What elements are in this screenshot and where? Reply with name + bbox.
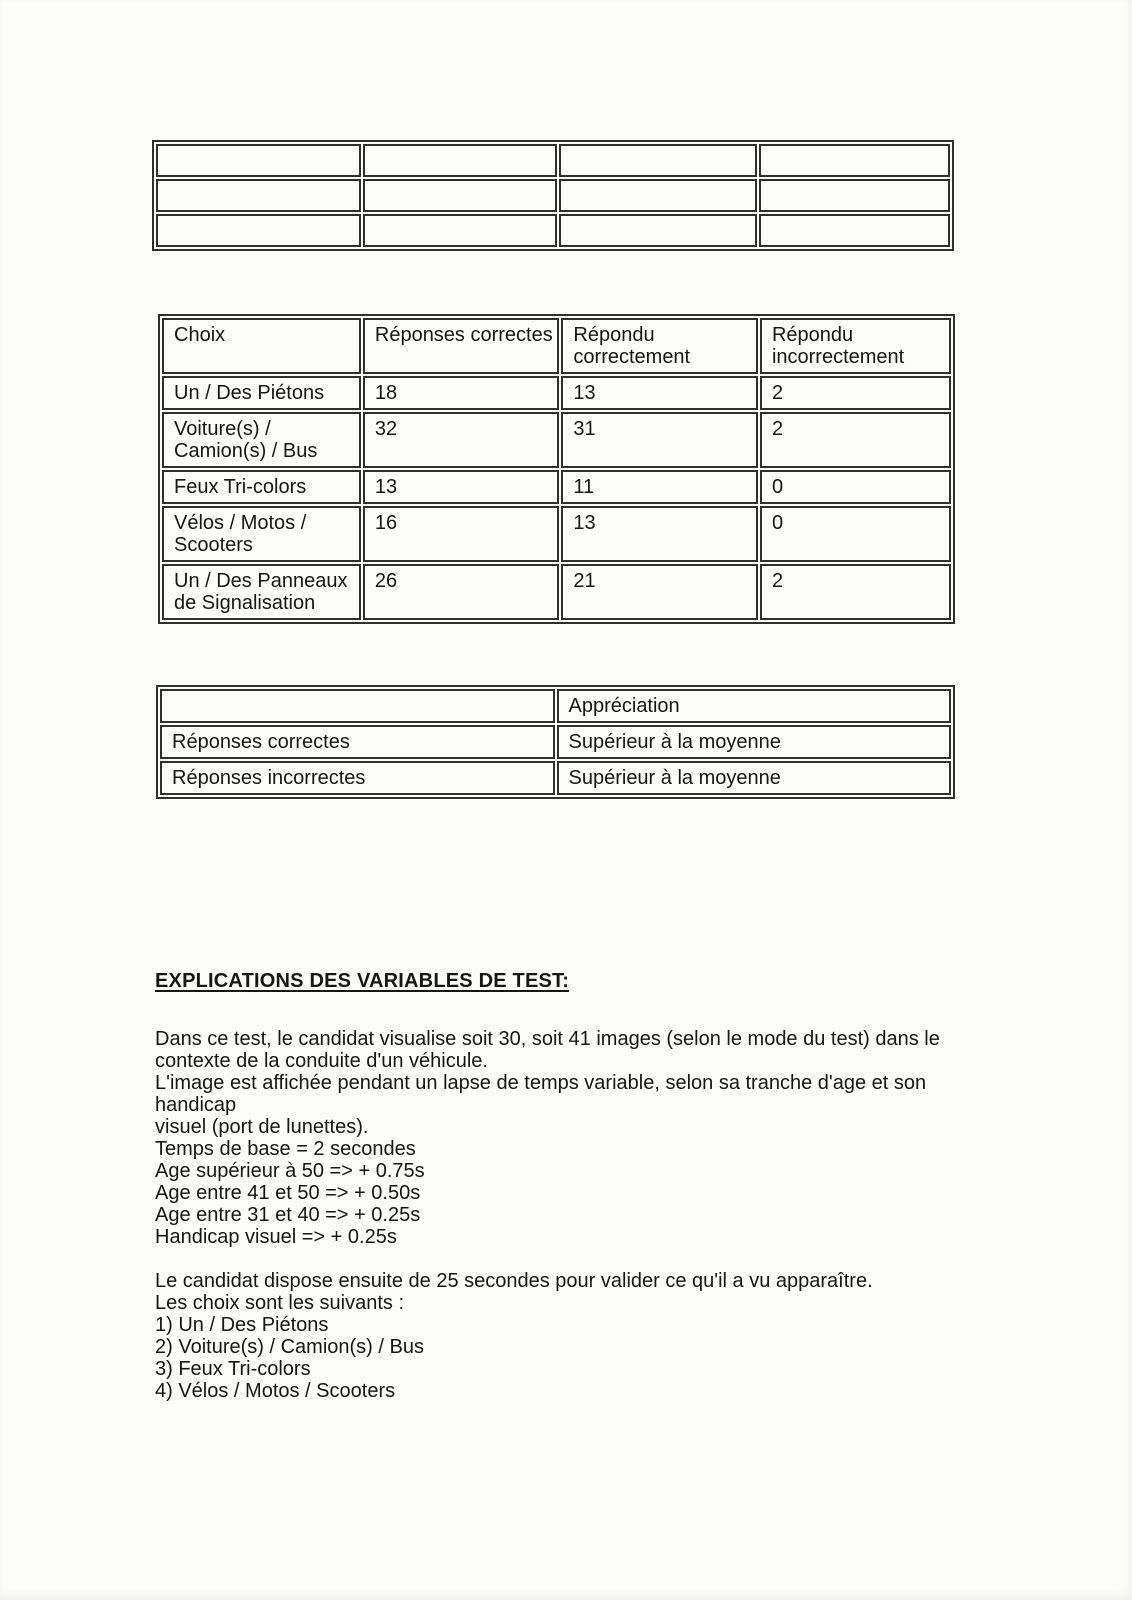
results-header-row [162, 318, 951, 374]
results-header-repondu-correctement: Répondu correctement [561, 318, 758, 374]
value-cell: 0 [760, 506, 951, 562]
results-row-pietons [162, 376, 951, 410]
choice-label: Feux Tri-colors [162, 470, 361, 504]
text-line: Le candidat dispose ensuite de 25 secondes pour valider ce qu'il a vu apparaître. [155, 1270, 873, 1292]
value-cell: 31 [561, 412, 758, 468]
appreciation-header-row [160, 689, 951, 723]
value-cell: 13 [363, 470, 560, 504]
value-cell: 21 [561, 564, 758, 620]
value-cell: 16 [363, 506, 560, 562]
text-line: Handicap visuel => + 0.25s [155, 1226, 397, 1248]
empty-table [152, 140, 954, 251]
empty-cell [363, 179, 557, 212]
value-cell: 2 [760, 376, 951, 410]
text-line: Dans ce test, le candidat visualise soit 30, soit 41 images (selon le mode du test) dans le [155, 1028, 940, 1050]
empty-cell [156, 144, 361, 177]
appreciation-table [156, 685, 955, 799]
empty-cell [559, 179, 757, 212]
text-line: L'image est affichée pendant un lapse de temps variable, selon sa tranche d'age et son handicap [155, 1072, 932, 1116]
choice-label: Voiture(s) / Camion(s) / Bus [162, 412, 361, 468]
empty-cell [363, 214, 557, 247]
appreciation-row-correctes [160, 725, 951, 759]
appreciation-value: Supérieur à la moyenne [557, 725, 952, 759]
value-cell: 13 [561, 376, 758, 410]
results-header-repondu-incorrectement: Répondu incorrectement [760, 318, 951, 374]
text-line: Age entre 31 et 40 => + 0.25s [155, 1204, 421, 1226]
value-cell: 2 [760, 564, 951, 620]
value-cell: 13 [561, 506, 758, 562]
value-cell: 11 [561, 470, 758, 504]
choice-label: Un / Des Piétons [162, 376, 361, 410]
text-line: visuel (port de lunettes). [155, 1116, 369, 1138]
appreciation-label: Réponses incorrectes [160, 761, 555, 795]
results-row-velos [162, 506, 951, 562]
empty-cell [559, 144, 757, 177]
text-line: 1) Un / Des Piétons [155, 1314, 329, 1336]
results-row-panneaux [162, 564, 951, 620]
value-cell: 32 [363, 412, 560, 468]
results-header-choix: Choix [162, 318, 361, 374]
text-line: Age entre 41 et 50 => + 0.50s [155, 1182, 421, 1204]
empty-cell [759, 179, 951, 212]
empty-cell [759, 214, 951, 247]
text-line-blank [155, 1248, 995, 1270]
value-cell: 18 [363, 376, 560, 410]
appreciation-header: Appréciation [557, 689, 952, 723]
corner-empty-cell [160, 689, 555, 723]
text-line: 3) Feux Tri-colors [155, 1358, 311, 1380]
value-cell: 2 [760, 412, 951, 468]
empty-table-row [156, 214, 950, 247]
appreciation-label: Réponses correctes [160, 725, 555, 759]
explanation-text [155, 1028, 995, 1402]
text-line: Age supérieur à 50 => + 0.75s [155, 1160, 425, 1182]
empty-cell [156, 214, 361, 247]
empty-table-row [156, 179, 950, 212]
text-line: Les choix sont les suivants : [155, 1292, 405, 1314]
text-line: 2) Voiture(s) / Camion(s) / Bus [155, 1336, 424, 1358]
text-line: contexte de la conduite d'un véhicule. [155, 1050, 488, 1072]
results-table [158, 314, 955, 624]
empty-table-row [156, 144, 950, 177]
value-cell: 0 [760, 470, 951, 504]
choice-label: Un / Des Panneaux de Signalisation [162, 564, 361, 620]
results-header-correctes: Réponses correctes [363, 318, 560, 374]
value-cell: 26 [363, 564, 560, 620]
empty-cell [559, 214, 757, 247]
empty-cell [759, 144, 951, 177]
choice-label: Vélos / Motos / Scooters [162, 506, 361, 562]
text-line: Temps de base = 2 secondes [155, 1138, 416, 1160]
results-row-feux [162, 470, 951, 504]
empty-cell [363, 144, 557, 177]
text-line: 4) Vélos / Motos / Scooters [155, 1380, 396, 1402]
appreciation-row-incorrectes [160, 761, 951, 795]
appreciation-value: Supérieur à la moyenne [557, 761, 952, 795]
section-heading: EXPLICATIONS DES VARIABLES DE TEST: [155, 970, 570, 992]
results-row-voitures [162, 412, 951, 468]
empty-cell [156, 179, 361, 212]
